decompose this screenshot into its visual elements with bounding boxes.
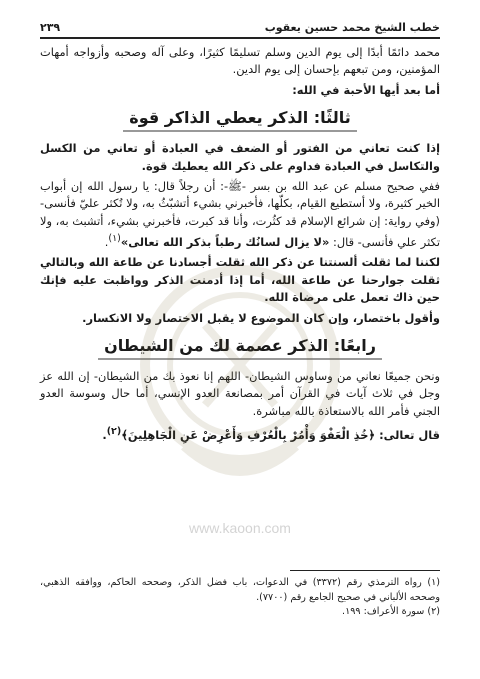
running-title: خطب الشيخ محمد حسين يعقوب xyxy=(264,21,440,34)
paragraph-5: لكننا لما ثقلت ألسنتنا عن ذكر الله ثقلت أجسادنا عن طاعة الله وبالتالي ثقلت جوارحنا عن طاعة الله، أما إذا أدمنت الذكر وواظبت عليه فإنك حين ذاك تعمل على مرضاة الله. xyxy=(40,255,440,305)
main-text xyxy=(40,44,440,448)
section-heading-1-text: ثالثًا: الذكر يعطي الذاكر قوة xyxy=(123,107,356,132)
footnote-ref-2: (٢) xyxy=(106,426,122,438)
footnotes xyxy=(40,576,440,620)
paragraph-3: إذا كنت تعاني من الفتور أو الضعف في العبادة أو تعاني من الكسل والتكاسل في العبادة فداوم على ذكر الله يعطيك قوة. xyxy=(40,141,440,173)
footnote-1: (١) رواه الترمذي رقم (٣٣٧٢) في الدعوات، باب فضل الذكر، وصححه الحاكم، ووافقه الذهبي، وصححه الألباني في صحيح الجامع رقم (٧٧٠٠). xyxy=(40,577,440,603)
paragraph-4: ففي صحيح مسلم عن عبد الله بن بسر -ﷺ-: أن رجلاً قال: يا رسول الله إن أبواب الخير كثيرة، ولا أستطيع القيام، بكلّها، فأخبرني بشيء أتشبّثُ به، ولا تُكثر عليّ فأنسى- (وفي رواية: إن شرائع الإسلام قد كثُرت، وأنا قد كبرت، فأخبرني بشيء، أتشبث به، ولا تكثر علي فأنسى- قال: «لا يزال لسانُك رطباً بذكر الله تعالى»$^{(١)}$. xyxy=(40,179,440,250)
footnote-rule xyxy=(290,570,440,571)
paragraph-1: محمد دائمًا أبدًا إلى يوم الدين وسلم تسليمًا كثيرًا، وعلى آله وصحبه وأزواجه أمهات المؤمنين، ومن تبعهم بإحسان إلى يوم الدين. xyxy=(40,45,440,77)
footnote-2: (٢) سورة الأعراف: ١٩٩. xyxy=(342,606,440,617)
paragraph-6: وأقول باختصار، وإن كان الموضوع لا يقبل الاختصار ولا الانكسار. xyxy=(82,310,440,325)
footnote-ref-1: (١) xyxy=(108,233,121,245)
paragraph-4-text: ففي صحيح مسلم عن عبد الله بن بسر -ﷺ-: أن رجلاً قال: يا رسول الله إن أبواب الخير كثيرة، ولا أستطيع القيام، بكلّها، فأخبرني بشيء أتشبّثُ به، ولا تُكثر عليّ فأنسى- (وفي رواية: إن شرائع الإسلام قد كثُرت، وأنا قد كبرت، فأخبرني بشيء، أتشبث به، ولا تكثر علي فأنسى- قال: xyxy=(40,179,440,250)
paragraph-2: أما بعد أيها الأحبة في الله: xyxy=(292,82,440,97)
page-number: ٢٣٩ xyxy=(40,21,61,34)
verse-intro: قال تعالى: xyxy=(379,428,440,443)
section-heading-1 xyxy=(40,107,440,132)
section-heading-2 xyxy=(40,335,440,360)
paragraph-7: ونحن جميعًا نعاني من وساوس الشيطان- اللهم إنا نعوذ بك من الشيطان- إن الله عز وجل في ثلاث آيات في القرآن أمر بمصانعة العدو الإنسي، أما حال وسوسة العدو الجني فأمر الله بالاستعاذة بالله مباشرة. xyxy=(40,369,440,418)
page-header xyxy=(40,16,440,34)
paragraph-8: قال تعالى: ﴿خُذِ الْعَفْوَ وَأْمُرْ بِالْعُرْفِ وَأَعْرِضْ عَنِ الْجَاهِلِينَ﴾$^{(٢)}$. xyxy=(102,426,440,443)
hadith-quote: «لا يزال لسانُك رطباً بذكر الله تعالى» xyxy=(120,235,330,250)
header-rule xyxy=(40,37,440,39)
watermark-url: www.kaoon.com xyxy=(189,520,291,536)
section-heading-2-text: رابعًا: الذكر عصمة لك من الشيطان xyxy=(98,335,382,360)
quran-verse: ﴿خُذِ الْعَفْوَ وَأْمُرْ بِالْعُرْفِ وَأَعْرِضْ عَنِ الْجَاهِلِينَ﴾ xyxy=(121,428,376,443)
